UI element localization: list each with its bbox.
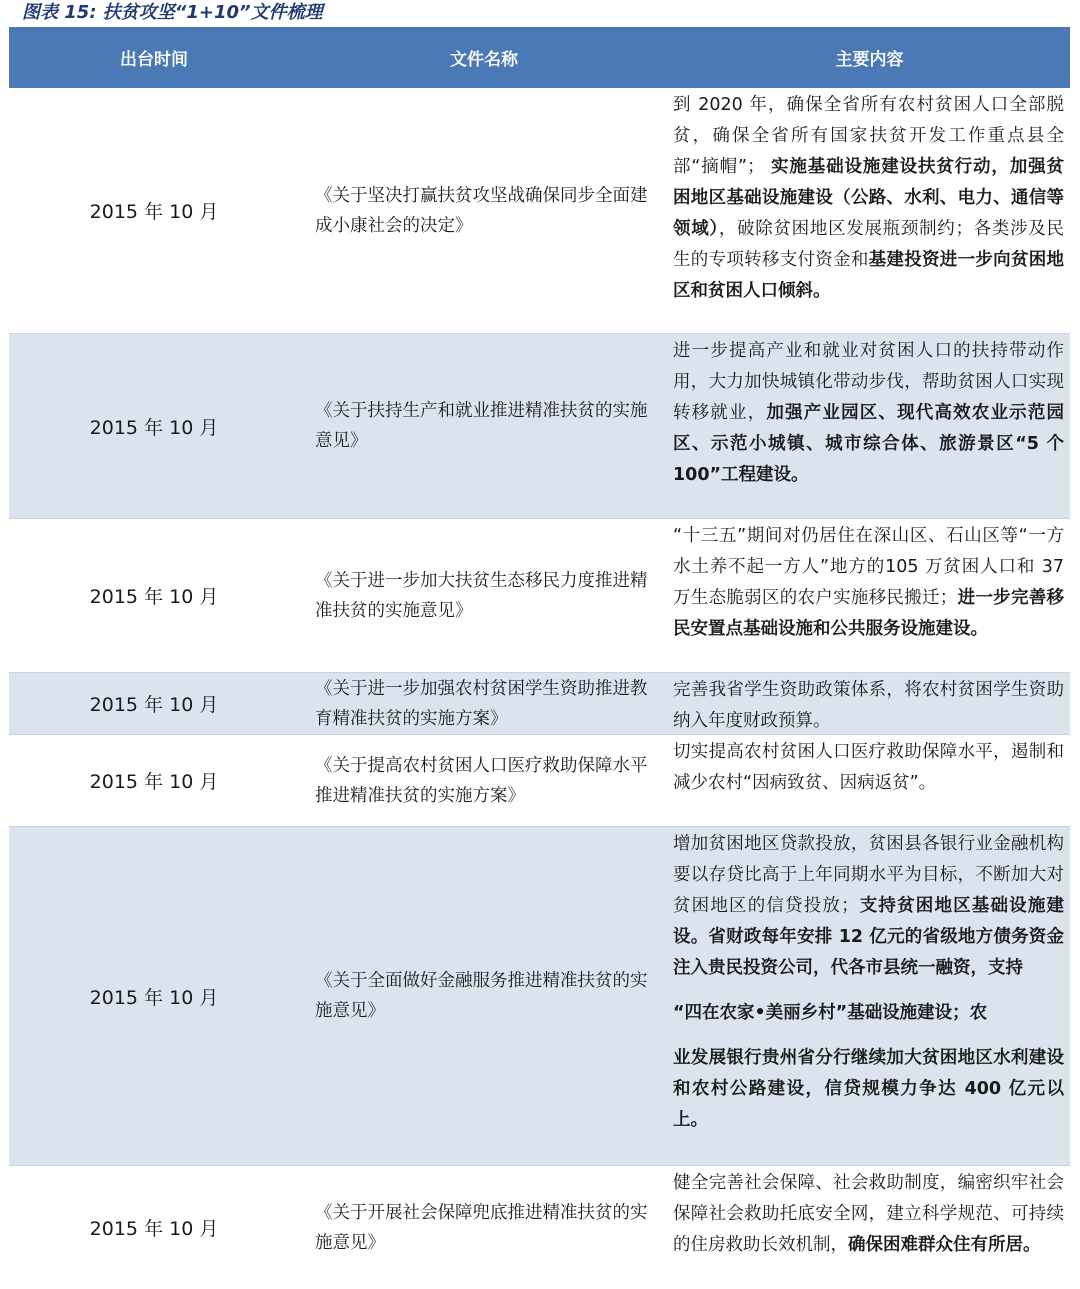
row-document-name: 《关于全面做好金融服务推进精准扶贫的实施意见》 <box>315 971 648 1021</box>
row-date: 2015 年 10 月 <box>89 771 219 793</box>
content-segment-bold: 基建投资进一步向贫困地区和贫困人口倾斜。 <box>673 250 1065 301</box>
table-row <box>9 827 1070 1166</box>
row-date: 2015 年 10 月 <box>89 416 219 439</box>
table-row <box>9 673 1070 735</box>
row-date: 2015 年 10 月 <box>89 201 219 223</box>
content-segment-bold: 支持贫困地区基础设施建设。省财政每年安排 12 亿元的省级地方债务资金注入贵民投资公司，代各市县统一融资，支持 <box>673 896 1065 978</box>
table-row <box>9 735 1070 827</box>
row-document-name: 《关于扶持生产和就业推进精准扶贫的实施意见》 <box>315 401 648 451</box>
content-segment-bold: 实施基础设施建设扶贫行动，加强贫困地区基础设施建设（公路、水利、电力、通信等领域） <box>673 157 1065 239</box>
row-date: 2015 年 10 月 <box>89 986 219 1009</box>
row-content <box>669 519 1070 672</box>
content-segment: 到 2020 年，确保全省所有农村贫困人口全部脱贫，确保全省所有国家扶贫开发工作重点县全部“摘帽”； <box>673 95 1064 177</box>
row-content <box>669 673 1070 734</box>
row-document-name: 《关于进一步加大扶贫生态移民力度推进精准扶贫的实施意见》 <box>315 570 648 621</box>
policy-table <box>9 27 1070 1289</box>
table-row <box>9 334 1070 519</box>
content-segment-bold: “四在农家•美丽乡村”基础设施建设；农 <box>673 1003 988 1023</box>
table-header <box>9 27 1070 88</box>
content-segment: 进一步提高产业和就业对贫困人口的扶持带动作用，大力加快城镇化带动步伐，帮助贫困人口实现转移就业， <box>673 341 1064 423</box>
row-document-name: 《关于开展社会保障兜底推进精准扶贫的实施意见》 <box>315 1202 648 1253</box>
table-row <box>9 519 1070 673</box>
table-row <box>9 88 1070 334</box>
content-segment: 增加贫困地区贷款投放，贫困县各银行业金融机构要以存贷比高于上年同期水平为目标，不断加大对贫困地区的信贷投放； <box>673 834 1064 916</box>
row-date: 2015 年 10 月 <box>89 586 219 608</box>
header-document-name: 文件名称 <box>450 50 518 70</box>
row-date: 2015 年 10 月 <box>89 1218 219 1240</box>
row-document-name: 《关于进一步加强农村贫困学生资助推进教育精准扶贫的实施方案》 <box>315 678 648 729</box>
row-content <box>669 88 1070 333</box>
row-date: 2015 年 10 月 <box>89 694 219 716</box>
content-segment-bold: 业发展银行贵州省分行继续加大贫困地区水利建设和农村公路建设，信贷规模力争达 400 亿元以上。 <box>673 1048 1064 1130</box>
content-segment: 完善我省学生资助政策体系，将农村贫困学生资助纳入年度财政预算。 <box>673 680 1064 731</box>
header-date: 出台时间 <box>120 50 188 70</box>
header-main-content: 主要内容 <box>835 50 904 70</box>
content-segment: ，破除贫困地区发展瓶颈制约；各类涉及民生的专项转移支付资金和 <box>673 219 1065 270</box>
content-segment-bold: 确保困难群众住有所居。 <box>848 1235 1041 1255</box>
figure-caption: 图表 15: 扶贫攻坚“1+10”文件梳理 <box>22 2 323 23</box>
row-document-name: 《关于坚决打赢扶贫攻坚战确保同步全面建成小康社会的决定》 <box>315 185 648 236</box>
content-segment: 切实提高农村贫困人口医疗救助保障水平，遏制和减少农村“因病致贫、因病返贫”。 <box>673 742 1064 793</box>
row-content <box>669 735 1070 826</box>
table-row <box>9 1166 1070 1289</box>
row-document-name: 《关于提高农村贫困人口医疗救助保障水平推进精准扶贫的实施方案》 <box>315 755 648 806</box>
row-content <box>669 1166 1070 1289</box>
row-content <box>669 334 1070 518</box>
content-segment-bold: 进一步完善移民安置点基础设施和公共服务设施建设。 <box>673 588 1065 639</box>
row-content <box>669 827 1070 1165</box>
content-segment-bold: 加强产业园区、现代高效农业示范园区、示范小城镇、城市综合体、旅游景区“5 个 100”工程建设。 <box>673 403 1064 485</box>
content-segment: 健全完善社会保障、社会救助制度，编密织牢社会保障社会救助托底安全网，建立科学规范、可持续的住房救助长效机制， <box>673 1173 1064 1255</box>
content-segment: “十三五”期间对仍居住在深山区、石山区等“一方水土养不起一方人”地方的105 万贫困人口和 37 万生态脆弱区的农户实施移民搬迁； <box>673 526 1064 608</box>
